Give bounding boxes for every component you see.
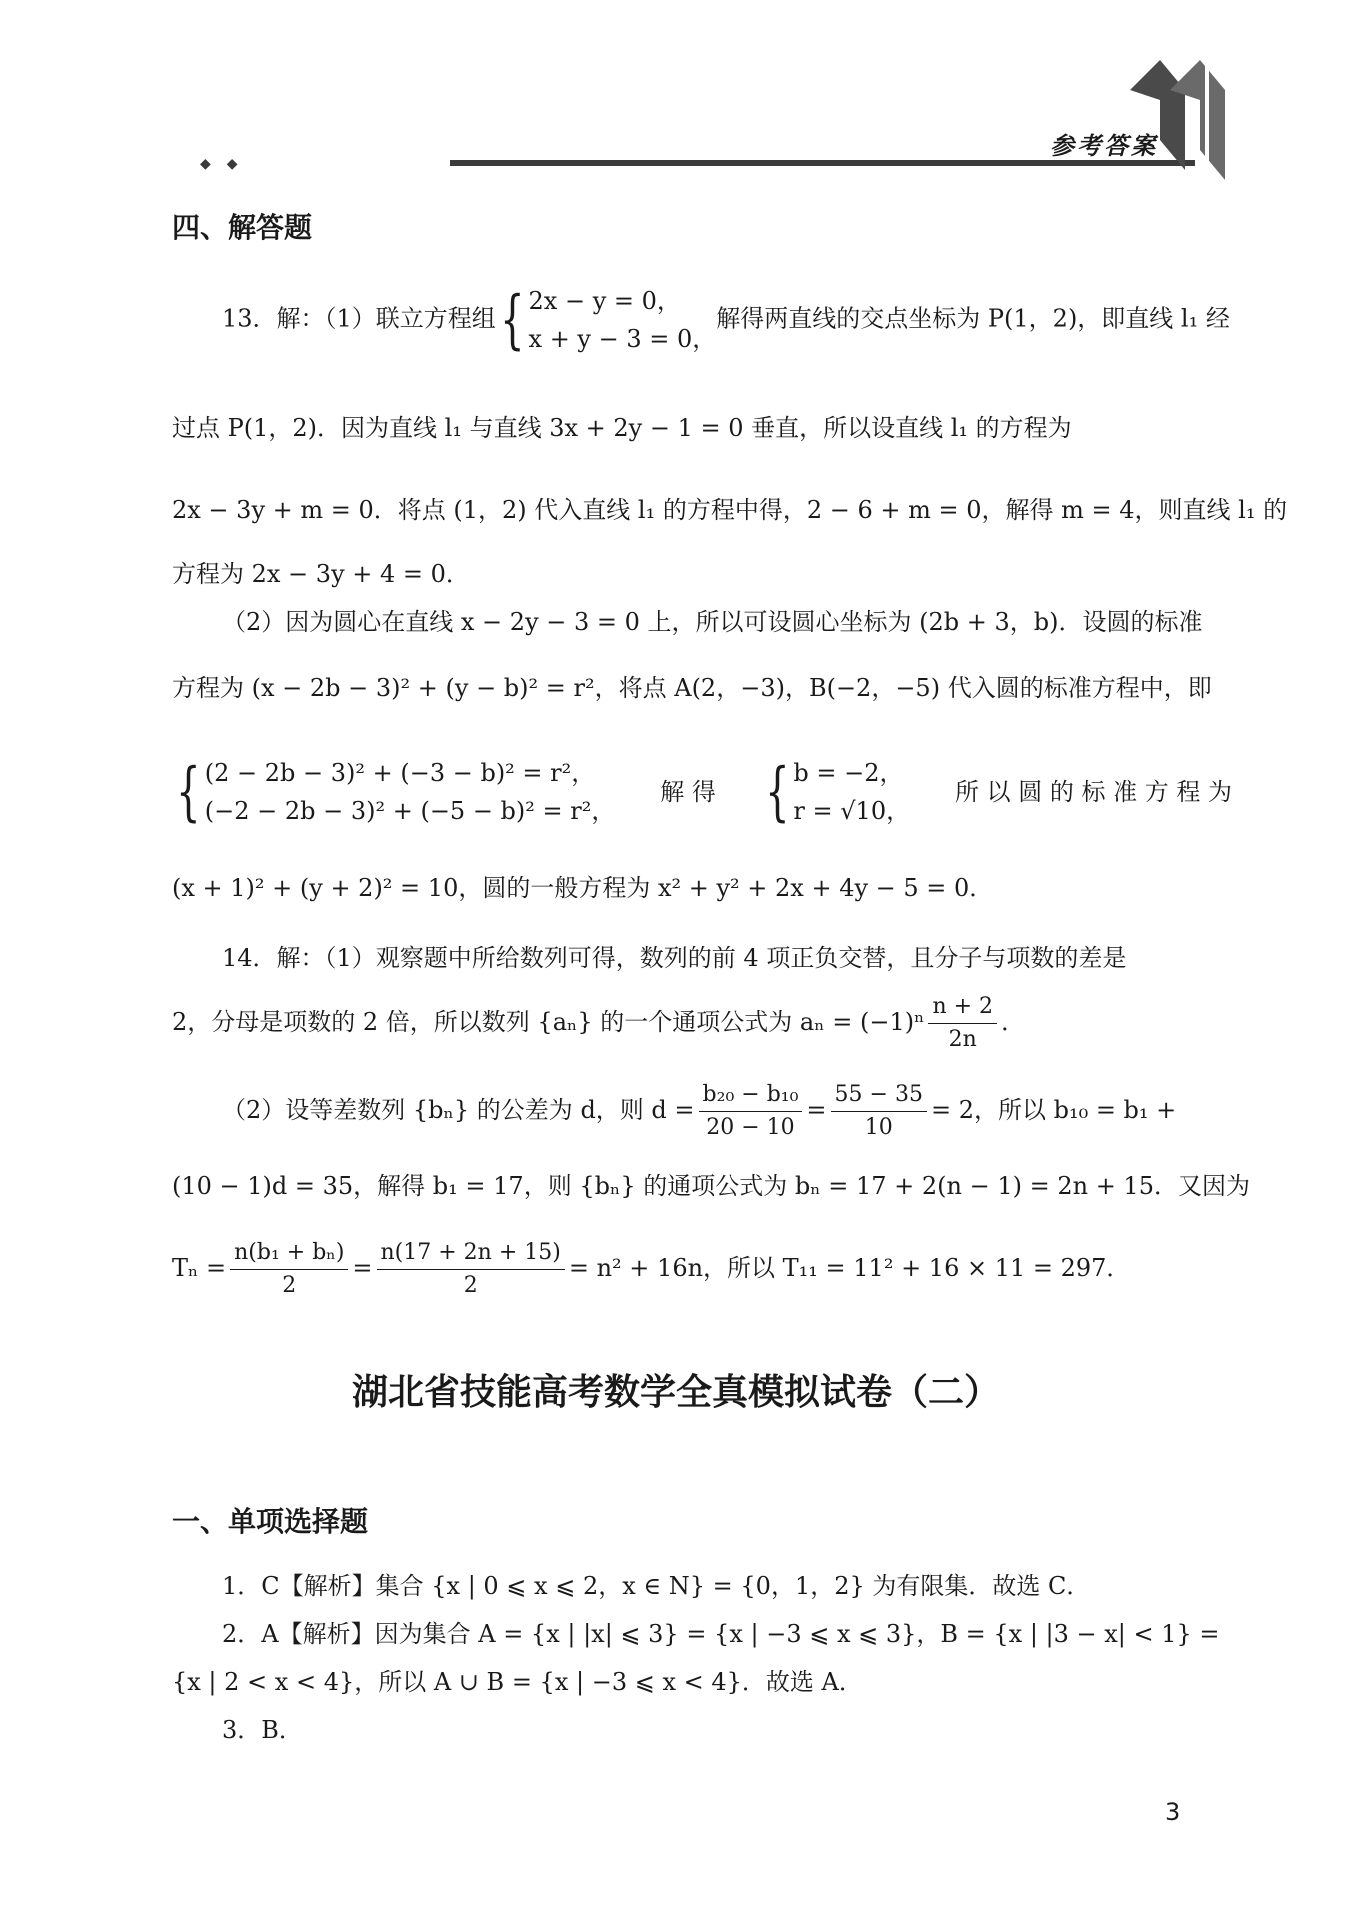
answer-2-line-2: {x | 2 < x < 4}，所以 A ∪ B = {x | −3 ⩽ x < 4}．故选 A．: [172, 1668, 863, 1696]
q14-l2-tail: ．: [1001, 1008, 1026, 1036]
q13-line-7-tail: 所 以 圆 的 标 准 方 程 为: [954, 778, 1232, 806]
q13-line-5: （2）因为圆心在直线 x − 2y − 3 = 0 上，所以可设圆心坐标为 (2b + 3，b)．设圆的标准: [222, 608, 1203, 636]
q13-system-3: { b = −2， r = √10，: [764, 755, 911, 829]
q13-mid: 解 得: [660, 778, 716, 806]
page-number: 3: [1165, 1798, 1181, 1826]
q14-line-1: 14．解：（1）观察题中所给数列可得，数列的前 4 项正负交替，且分子与项数的差是: [222, 944, 1127, 972]
q14-fraction-tn2: $\frac{n(17 + 2n + 15)}{2}$: [377, 1237, 565, 1302]
header-label: 参考答案: [1050, 131, 1158, 160]
answer-2-line-1: 2．A【解析】因为集合 A = {x | |x| ⩽ 3} = {x | −3 ⩽ x ⩽ 3}，B = {x | |3 − x| < 1} =: [222, 1620, 1220, 1648]
q13-sys3-eq-1: b = −2，: [793, 759, 904, 787]
q13-sys2-eq-2: (−2 − 2b − 3)² + (−5 − b)² = r²，: [204, 797, 616, 825]
q13-line-7: [172, 752, 1232, 832]
section-heading-1: 一、单项选择题: [172, 1505, 369, 1538]
section-heading-4: 四、解答题: [172, 211, 313, 244]
q13-line-3: 2x − 3y + m = 0．将点 (1，2) 代入直线 l₁ 的方程中得，2 − 6 + m = 0，解得 m = 4，则直线 l₁ 的: [172, 496, 1288, 524]
q13-line-1: [222, 282, 1232, 358]
q14-l5-lead: Tₙ =: [172, 1254, 227, 1282]
q13-sys3-eq-2: r = √10，: [793, 797, 911, 825]
q14-line-5: [172, 1236, 1232, 1302]
q14-l2-lead: 2，分母是项数的 2 倍，所以数列 {aₙ} 的一个通项公式为 aₙ = (−1)ⁿ: [172, 1008, 925, 1036]
q14-fraction-d1: $\frac{\text{b₂₀ − b₁₀}}{20 - 10}$: [699, 1079, 803, 1144]
q13-lead: 13．解：（1）联立方程组: [222, 304, 496, 333]
q13-line-4: 方程为 2x − 3y + 4 = 0．: [172, 560, 470, 588]
q13-eq-2: x + y − 3 = 0，: [528, 325, 717, 353]
answer-3: 3．B．: [222, 1716, 303, 1744]
q13-eq-1: 2x − y = 0，: [528, 287, 681, 315]
q14-fraction-tn1: $\frac{\text{n(b₁ + bₙ)}}{2}$: [230, 1237, 348, 1302]
q13-line-8: (x + 1)² + (y + 2)² = 10，圆的一般方程为 x² + y² + 2x + 4y − 5 = 0．: [172, 874, 994, 902]
q13-tail: 解得两直线的交点坐标为 P(1，2)，即直线 l₁ 经: [716, 304, 1230, 333]
q14-fraction-an: $\frac{n + 2}{2n}$: [928, 991, 997, 1056]
q14-line-2: [172, 990, 1232, 1056]
q13-sys2-eq-1: (2 − 2b − 3)² + (−3 − b)² = r²，: [204, 759, 596, 787]
exam-title: 湖北省技能高考数学全真模拟试卷（二）: [351, 1372, 1000, 1413]
q13-line-2: 过点 P(1，2)．因为直线 l₁ 与直线 3x + 2y − 1 = 0 垂直，所以设直线 l₁ 的方程为: [172, 414, 1072, 442]
q14-line-3: [222, 1078, 1232, 1144]
q14-l5-tail: = n² + 16n，所以 T₁₁ = 11² + 16 × 11 = 297．: [568, 1254, 1131, 1282]
header-diamonds: ◆◆: [200, 156, 254, 172]
q14-l3-lead: （2）设等差数列 {bₙ} 的公差为 d，则 d =: [222, 1096, 695, 1124]
q13-system-2: { (2 − 2b − 3)² + (−3 − b)² = r²， (−2 − 2b − 3)² + (−5 − b)² = r²，: [176, 755, 616, 829]
q14-l3-tail: = 2，所以 b₁₀ = b₁ +: [930, 1096, 1177, 1124]
q14-fraction-d2: $\frac{55 - 35}{10}$: [831, 1079, 927, 1144]
q14-l3-eq: =: [806, 1096, 827, 1124]
answer-1: 1．C【解析】集合 {x | 0 ⩽ x ⩽ 2，x ∈ N} = {0，1，2} 为有限集．故选 C．: [222, 1572, 1091, 1600]
q13-system-1: { 2x − y = 0， x + y − 3 = 0，: [499, 283, 717, 357]
q14-l5-eq: =: [352, 1254, 373, 1282]
q13-line-6: 方程为 (x − 2b − 3)² + (y − b)² = r²，将点 A(2，−3)，B(−2，−5) 代入圆的标准方程中，即: [172, 674, 1212, 702]
header-chevron-decoration: [1130, 60, 1240, 190]
q14-line-4: (10 − 1)d = 35，解得 b₁ = 17，则 {bₙ} 的通项公式为 bₙ = 17 + 2(n − 1) = 2n + 15．又因为: [172, 1172, 1250, 1200]
